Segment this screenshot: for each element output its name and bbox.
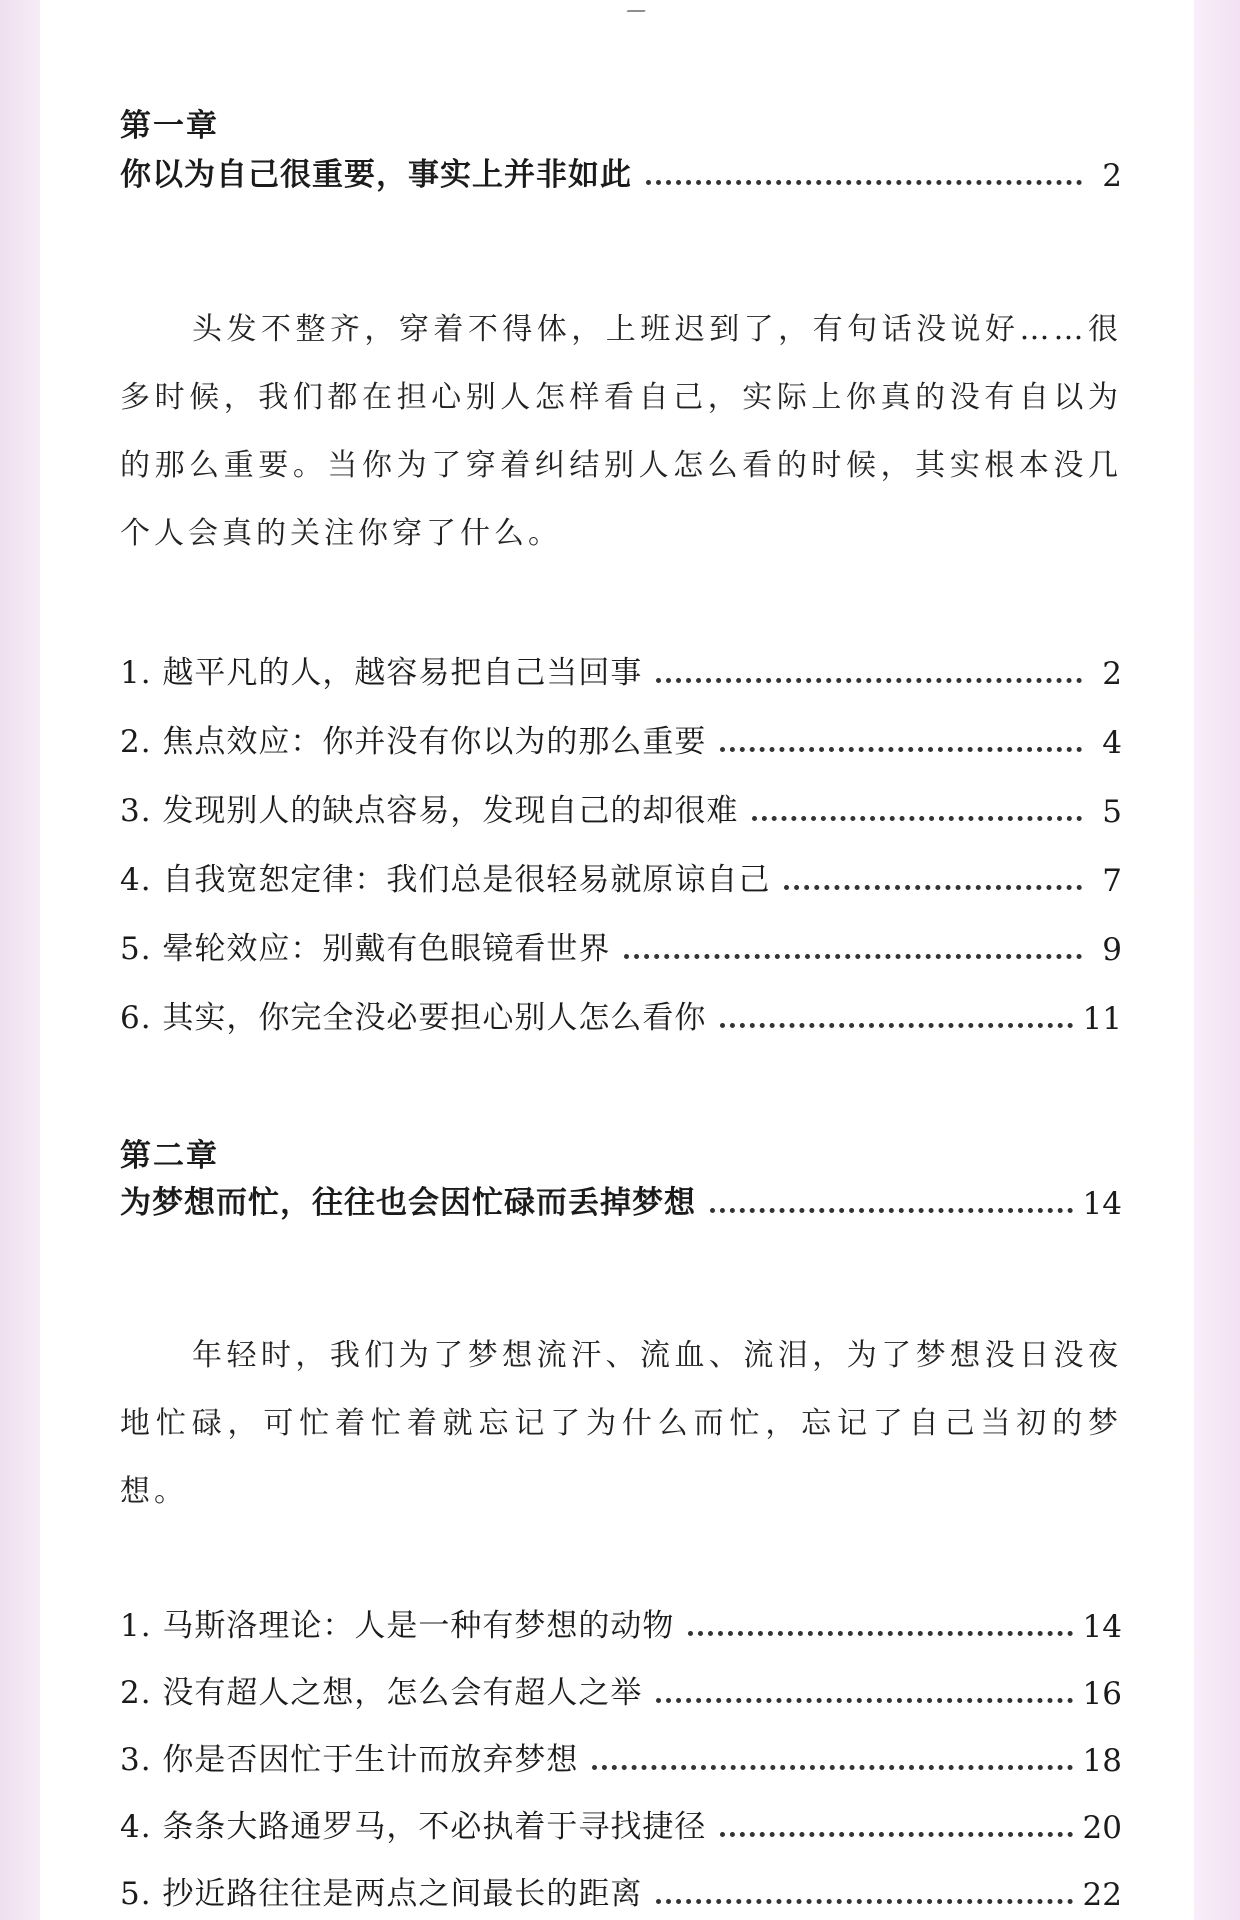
chapter-label: 第一章 [120,108,219,144]
dot-leader [784,885,1082,890]
toc-entry[interactable] [120,924,1122,968]
toc-entry-title: 3. 发现别人的缺点容易，发现自己的却很难 [120,793,739,829]
dot-leader [720,1023,1072,1028]
page-number: 18 [1082,1743,1122,1779]
dot-leader [688,1631,1072,1636]
toc-entry-title: 6. 其实，你完全没必要担心别人怎么看你 [120,1000,707,1036]
page-number: 2 [1102,158,1122,194]
page-number: 4 [1102,725,1122,761]
toc-entry-title: 2. 焦点效应：你并没有你以为的那么重要 [120,724,707,760]
page-number: 2 [1102,656,1122,692]
page-number: 22 [1082,1877,1122,1913]
dot-leader [624,954,1082,959]
chapter-label: 第二章 [120,1138,219,1174]
toc-entry-title: 5. 抄近路往往是两点之间最长的距离 [120,1876,643,1912]
toc-entry[interactable] [120,1735,1122,1779]
toc-entry[interactable] [120,717,1122,761]
toc-entry-title: 5. 晕轮效应：别戴有色眼镜看世界 [120,931,611,967]
toc-page [40,0,1194,1920]
page-number: 16 [1082,1676,1122,1712]
toc-entry-title: 4. 条条大路通罗马，不必执着于寻找捷径 [120,1809,707,1845]
toc-entry-title: 3. 你是否因忙于生计而放弃梦想 [120,1742,579,1778]
toc-entry[interactable] [120,1802,1122,1846]
page-number: 7 [1102,863,1122,899]
page-number: 14 [1082,1609,1122,1645]
page-number: 14 [1082,1186,1122,1222]
chapter-title: 你以为自己很重要，事实上并非如此 [120,157,632,193]
toc-entry[interactable] [120,648,1122,692]
dot-leader [656,1698,1072,1703]
toc-entry[interactable] [120,993,1122,1037]
toc-entry-title: 1. 越平凡的人，越容易把自己当回事 [120,655,643,691]
dot-leader [646,180,1082,185]
toc-entry[interactable] [120,1601,1122,1645]
chapter-title-line[interactable] [120,1178,1122,1222]
toc-entry-title: 1. 马斯洛理论：人是一种有梦想的动物 [120,1608,675,1644]
dot-leader [592,1765,1072,1770]
page-number: 5 [1102,794,1122,830]
toc-entry-title: 4. 自我宽恕定律：我们总是很轻易就原谅自己 [120,862,771,898]
page-number: 9 [1102,932,1122,968]
page-number: 20 [1082,1810,1122,1846]
top-edge-mark [627,0,652,12]
background-left [0,0,40,1920]
toc-entry[interactable] [120,855,1122,899]
toc-entry[interactable] [120,786,1122,830]
dot-leader [752,816,1082,821]
chapter-title: 为梦想而忙，往往也会因忙碌而丢掉梦想 [120,1185,696,1221]
dot-leader [710,1208,1073,1213]
page-number: 11 [1082,1001,1122,1037]
dot-leader [720,1832,1072,1837]
toc-entry[interactable] [120,1668,1122,1712]
chapter-title-line[interactable] [120,150,1122,194]
toc-entry-title: 2. 没有超人之想，怎么会有超人之举 [120,1675,643,1711]
dot-leader [656,1899,1072,1904]
chapter-intro: 年轻时，我们为了梦想流汗、流血、流泪，为了梦想没日没夜地忙碌，可忙着忙着就忘记了为什么而忙，忘记了自己当初的梦想。 [120,1338,1122,1509]
dot-leader [656,678,1082,683]
dot-leader [720,747,1082,752]
background-right [1194,0,1240,1920]
chapter-intro: 头发不整齐，穿着不得体，上班迟到了，有句话没说好……很多时候，我们都在担心别人怎样看自己，实际上你真的没有自以为的那么重要。当你为了穿着纠结别人怎么看的时候，其实根本没几个人会真的关注你穿了什么。 [120,312,1122,551]
toc-entry[interactable] [120,1869,1122,1913]
